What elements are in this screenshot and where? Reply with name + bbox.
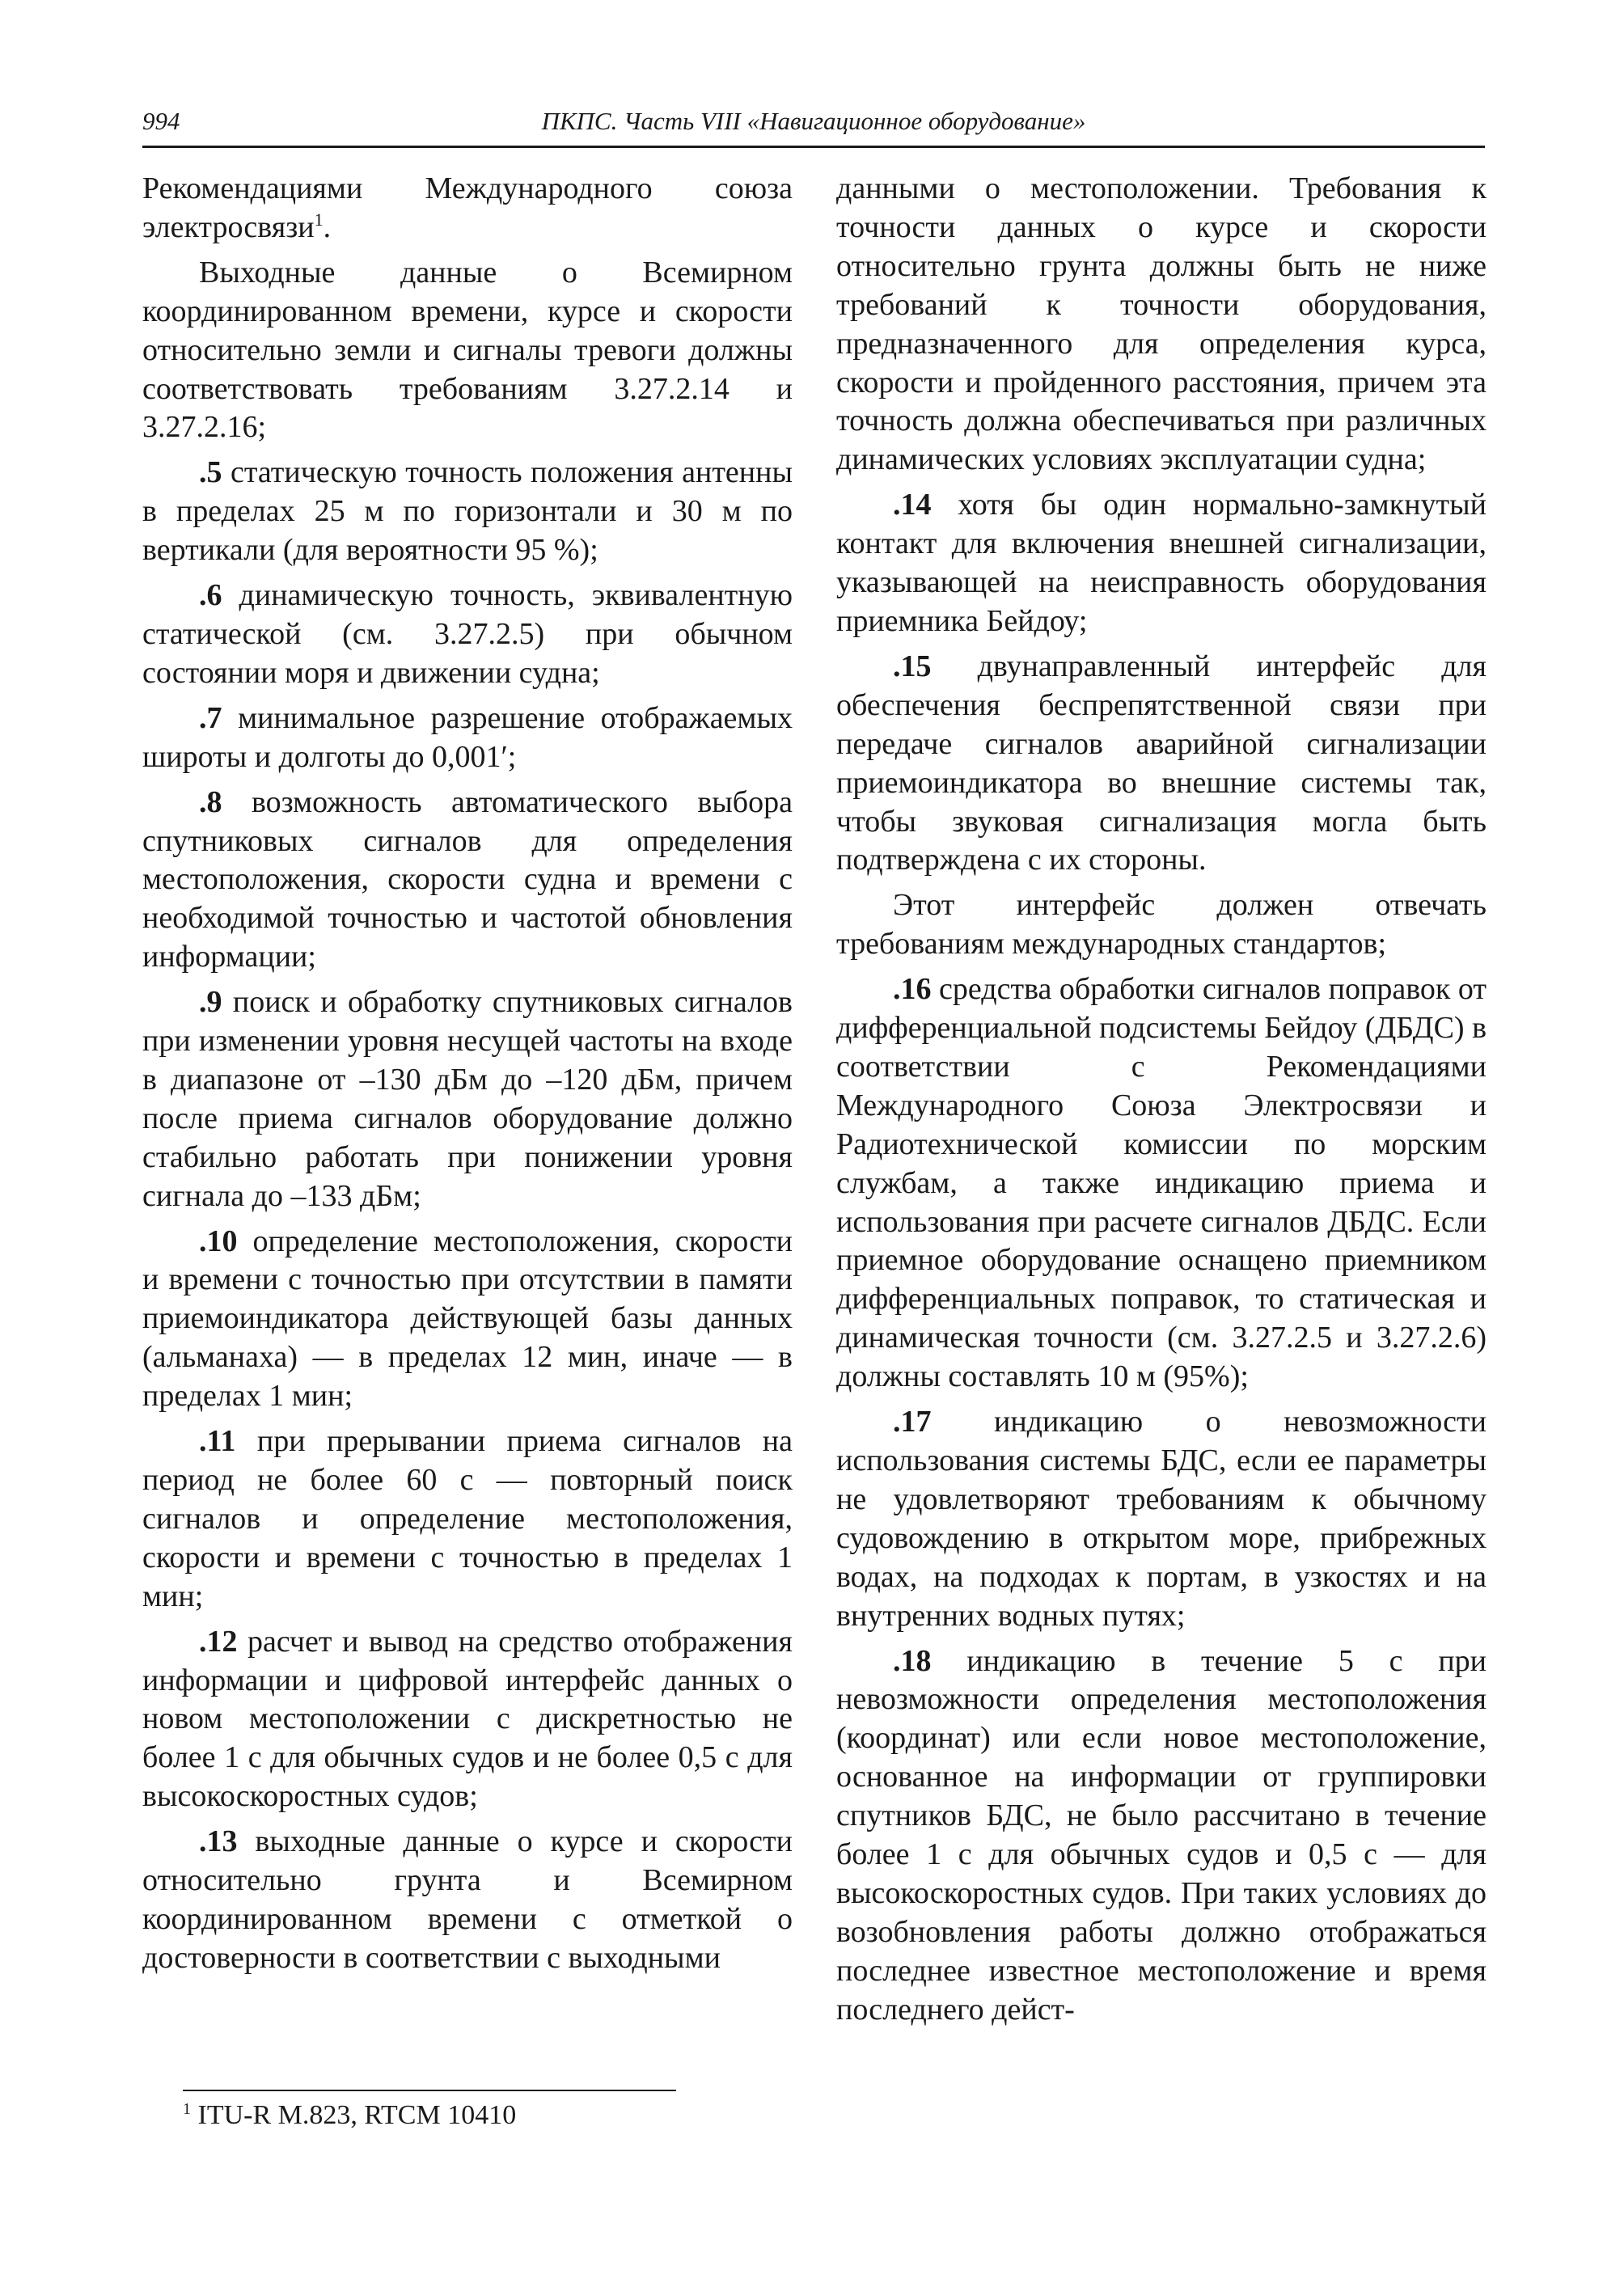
list-item-10: .10 определение местоположения, скорости и времени с точностью при отсутствии в памяти приемоиндикатора действующей базы данных (альманаха) — в пределах 12 мин, иначе — в пределах 1 мин; <box>142 1224 793 1414</box>
item-number: .6 <box>199 578 222 613</box>
item-number: .13 <box>199 1824 238 1859</box>
list-item-12: .12 расчет и вывод на средство отображения информации и цифровой интерфейс данных о новом местоположении с дискретностью не более 1 с для обычных судов и не более 0,5 с для высокоскоростных судов; <box>142 1624 793 1814</box>
left-column <box>142 170 793 1985</box>
item-number: .5 <box>199 455 222 490</box>
list-item-16: .16 средства обработки сигналов поправок от дифференциальной подсистемы Бейдоу (ДБДС) в соответствии с Рекомендациями Международного Союза Электросвязи и Радиотехнической комиссии по морским службам, а также индикацию приема и использования при расчете сигналов ДБДС. Если приемное оборудование оснащено приемником дифференциальных поправок, то статическая и динамическая точности (см. 3.27.2.5 и 3.27.2.6) должны составлять 10 м (95%); <box>836 972 1487 1394</box>
list-item-9: .9 поиск и обработку спутниковых сигналов при изменении уровня несущей частоты на входе в диапазоне от –130 дБм до –120 дБм, причем после приема сигналов оборудование должно стабильно работать при понижении уровня сигнала до –133 дБм; <box>142 985 793 1213</box>
item-number: .18 <box>893 1643 932 1678</box>
footnote-marker: 1 <box>314 209 324 230</box>
item-number: .16 <box>893 972 932 1007</box>
footnote-number: 1 <box>183 2100 191 2118</box>
footnote-text: ITU-R M.823, RTCM 10410 <box>191 2100 517 2130</box>
list-item-11: .11 при прерывании приема сигналов на период не более 60 с — повторный поиск сигналов и определение местоположения, скорости и времени с точностью в пределах 1 мин; <box>142 1424 793 1613</box>
footnote <box>183 2098 516 2133</box>
item-number: .11 <box>199 1424 236 1459</box>
running-title: ПКПС. Часть VIII «Навигационное оборудование» <box>541 107 1086 135</box>
list-item-5: .5 статическую точность положения антенны в пределах 25 м по горизонтали и 30 м по вертикали (для вероятности 95 %); <box>142 455 793 568</box>
list-item-14: .14 хотя бы один нормально-замкнутый контакт для включения внешней сигнализации, указывающей на неисправность оборудования приемника Бейдоу; <box>836 488 1487 638</box>
item-number: .15 <box>893 649 932 683</box>
paragraph-continuation: данными о местоположении. Требования к точности данных о курсе и скорости относительно грунта должны быть не ниже требований к точности оборудования, предназначенного для определения курса, скорости и пройденного расстояния, причем эта точность должна обеспечиваться при различных динамических условиях эксплуатации судна; <box>836 171 1487 477</box>
item-number: .10 <box>199 1224 238 1258</box>
list-item-18: .18 индикацию в течение 5 с при невозможности определения местоположения (координат) или если новое местоположение, основанное на информации от группировки спутников БДС, не было рассчитано в течение более 1 с для обычных судов и 0,5 с — для высокоскоростных судов. При таких условиях до возобновления работы должно отображаться последнее известное местоположение и время последнего дейст- <box>836 1643 1487 2027</box>
paragraph-output-data: Выходные данные о Всемирном координированном времени, курсе и скорости относительно земли и сигналы тревоги должны соответствовать требованиям 3.27.2.14 и 3.27.2.16; <box>142 255 793 445</box>
item-number: .9 <box>199 985 222 1020</box>
item-number: .14 <box>893 488 932 522</box>
paragraph-interface: Этот интерфейс должен отвечать требованиям международных стандартов; <box>836 888 1487 962</box>
list-item-13: .13 выходные данные о курсе и скорости относительно грунта и Всемирном координированном времени с отметкой о достоверности в соответствии с выходными <box>142 1824 793 1975</box>
paragraph-intro: Рекомендациями Международного союза электросвязи$^1$. <box>142 171 793 244</box>
footnote-divider <box>183 2090 676 2091</box>
page-number: 994 <box>142 107 180 135</box>
list-item-8: .8 возможность автоматического выбора спутниковых сигналов для определения местоположения, скорости судна и времени с необходимой точностью и частотой обновления информации; <box>142 784 793 974</box>
item-number: .8 <box>199 784 222 819</box>
item-number: .17 <box>893 1405 932 1439</box>
list-item-7: .7 минимальное разрешение отображаемых широты и долготы до 0,001′; <box>142 700 793 774</box>
item-number: .12 <box>199 1624 238 1659</box>
page-header <box>142 104 1485 148</box>
item-number: .7 <box>199 700 222 735</box>
right-column <box>836 170 1487 2036</box>
list-item-17: .17 индикацию о невозможности использования системы БДС, если ее параметры не удовлетворяют требованиям к обычному судовождению в открытом море, прибрежных водах, на подходах к портам, в узкостях и на внутренних водных путях; <box>836 1405 1487 1633</box>
list-item-6: .6 динамическую точность, эквивалентную статической (см. 3.27.2.5) при обычном состоянии моря и движении судна; <box>142 578 793 690</box>
list-item-15: .15 двунаправленный интерфейс для обеспечения беспрепятственной связи при передаче сигналов аварийной сигнализации приемоиндикатора во внешние системы так, чтобы звуковая сигнализация могла быть подтверждена с их стороны. <box>836 649 1487 877</box>
